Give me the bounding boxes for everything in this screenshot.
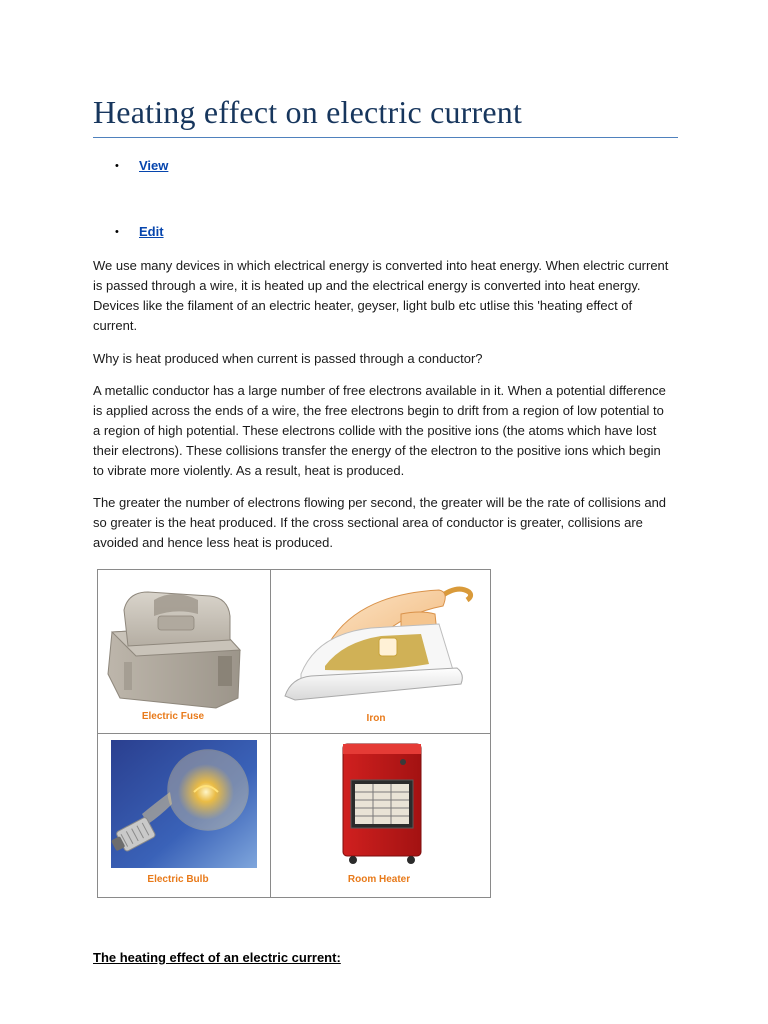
fuse-cell (98, 570, 270, 733)
section-subheading: The heating effect of an electric current: (93, 950, 341, 965)
fuse-caption: Electric Fuse (141, 711, 205, 722)
room-heater-image (271, 734, 490, 897)
title-underline-rule (93, 137, 678, 138)
heating-devices-figure (97, 569, 491, 898)
electric-bulb-image (98, 734, 270, 897)
bulb-cell (98, 734, 270, 897)
explanation-paragraph: A metallic conductor has a large number of free electrons available in it. When a potential difference is applied across the ends of a wire, the free electrons begin to drift from a region of low potential to a region of high potential. These electrons collide with the positive ions (the atoms which have lost their electrons). These collisions transfer the energy of the electron to the positive ions which begin to vibrate more violently. As a result, heat is produced. (93, 383, 666, 478)
bullet-icon: • (115, 226, 119, 238)
electric-fuse-image (98, 570, 270, 733)
page-title: Heating effect on electric current (93, 94, 523, 130)
bulb-caption: Electric Bulb (147, 874, 209, 885)
question-paragraph: Why is heat produced when current is passed through a conductor? (93, 351, 483, 366)
heater-cell (271, 734, 490, 897)
iron-caption: Iron (366, 713, 386, 724)
bullet-icon: • (115, 160, 119, 172)
rate-paragraph: The greater the number of electrons flowing per second, the greater will be the rate of collisions and so greater is the heat produced. If the cross sectional area of conductor is greater, collisions are avoided and hence less heat is produced. (93, 495, 667, 550)
edit-link[interactable]: Edit (139, 224, 164, 239)
iron-image (271, 570, 490, 733)
intro-paragraph: We use many devices in which electrical energy is converted into heat energy. When electric current is passed through a wire, it is heated up and the electrical energy is converted into heat energy. Devices like the filament of an electric heater, geyser, light bulb etc utlise this 'heating effect of current. (93, 258, 669, 333)
view-link[interactable]: View (139, 158, 169, 173)
heater-caption: Room Heater (347, 874, 411, 885)
iron-cell (271, 570, 490, 733)
